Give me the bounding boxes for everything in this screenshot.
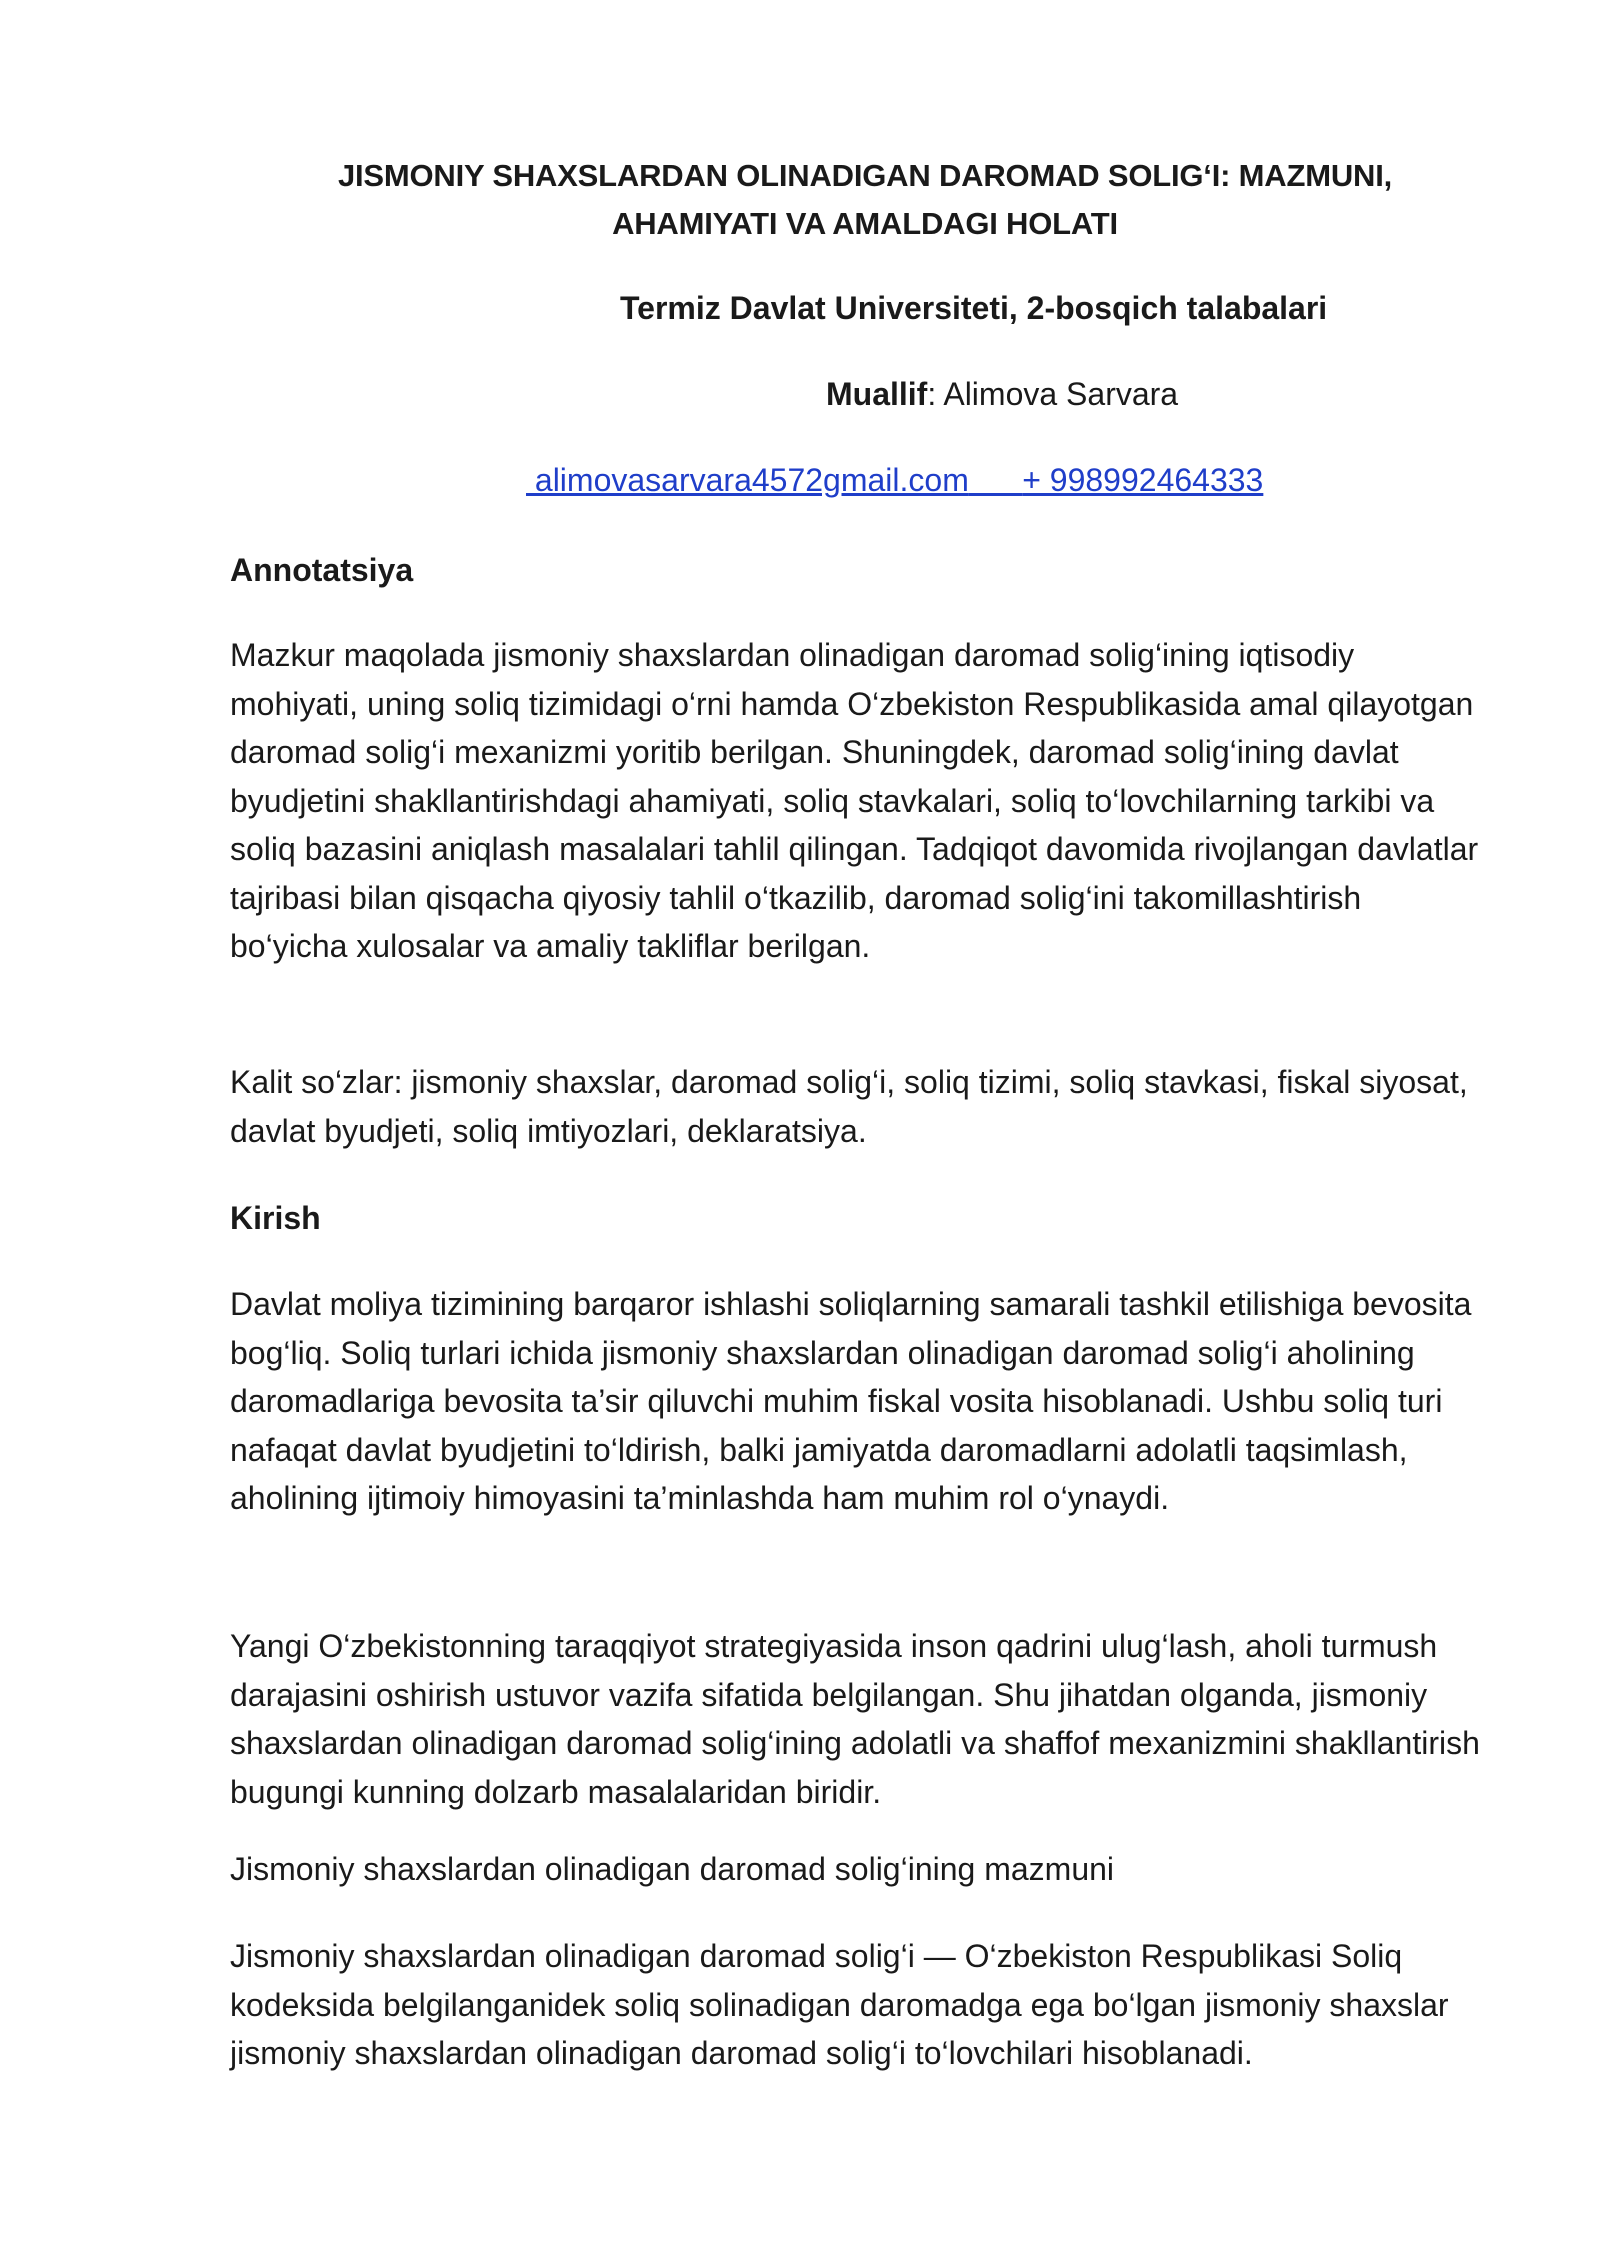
affiliation: Termiz Davlat Universiteti, 2-bosqich talabalari <box>620 290 1328 326</box>
intro-paragraph-1: Davlat moliya tizimining barqaror ishlashi soliqlarning samarali tashkil etilishiga bevosita bog‘liq. Soliq turlari ichida jismoniy shaxslardan olinadigan daromad solig‘i aholining daromadlariga bevosita ta’sir qiluvchi muhim fiskal vosita hisoblanadi. Ushbu soliq turi nafaqat davlat byudjetini to‘ldirish, balki jamiyatda daromadlarni adolatli taqsimlash, aholining ijtimoiy himoyasini ta’minlashda ham muhim rol o‘ynaydi. <box>230 1286 1472 1516</box>
annotation-heading: Annotatsiya <box>230 552 414 588</box>
email-link[interactable]: alimovasarvara4572gmail.com <box>526 462 969 498</box>
document-title: JISMONIY SHAXSLARDAN OLINADIGAN DAROMAD SOLIG‘I: MAZMUNI, AHAMIYATI VA AMALDAGI HOLATI <box>337 158 1393 241</box>
author-label: Muallif <box>826 376 928 412</box>
intro-heading: Kirish <box>230 1200 321 1236</box>
intro-paragraph-2: Yangi O‘zbekistonning taraqqiyot strategiyasida inson qadrini ulug‘lash, aholi turmush darajasini oshirish ustuvor vazifa sifatida belgilangan. Shu jihatdan olganda, jismoniy shaxslardan olinadigan daromad solig‘ining adolatli va shaffof mexanizmini shakllantirish bugungi kunning dolzarb masalalaridan biridir. <box>230 1628 1480 1810</box>
section-paragraph-1: Jismoniy shaxslardan olinadigan daromad solig‘i — O‘zbekiston Respublikasi Soliq kodeksida belgilanganidek soliq solinadigan daromadga ega bo‘lgan jismoniy shaxslar jismoniy shaxslardan olinadigan daromad solig‘i to‘lovchilari hisoblanadi. <box>230 1938 1449 2071</box>
author-line <box>826 374 1426 414</box>
author-name: : Alimova Sarvara <box>927 376 1179 412</box>
spacer-link[interactable] <box>969 462 1022 498</box>
section-title: Jismoniy shaxslardan olinadigan daromad solig‘ining mazmuni <box>230 1851 1115 1887</box>
contact-line <box>526 460 1426 500</box>
keywords-paragraph: Kalit so‘zlar: jismoniy shaxslar, daromad solig‘i, soliq tizimi, soliq stavkasi, fiskal siyosat, davlat byudjeti, soliq imtiyozlari, deklaratsiya. <box>230 1064 1468 1149</box>
phone-link[interactable]: + 998992464333 <box>1022 462 1264 498</box>
annotation-paragraph: Mazkur maqolada jismoniy shaxslardan olinadigan daromad solig‘ining iqtisodiy mohiyati, uning soliq tizimidagi o‘rni hamda O‘zbekiston Respublikasida amal qilayotgan daromad solig‘i mexanizmi yoritib berilgan. Shuningdek, daromad solig‘ining davlat byudjetini shakllantirishdagi ahamiyati, soliq stavkalari, soliq to‘lovchilarning tarkibi va soliq bazasini aniqlash masalalari tahlil qilingan. Tadqiqot davomida rivojlangan davlatlar tajribasi bilan qisqacha qiyosiy tahlil o‘tkazilib, daromad solig‘ini takomillashtirish bo‘yicha xulosalar va amaliy takliflar berilgan. <box>230 637 1479 964</box>
